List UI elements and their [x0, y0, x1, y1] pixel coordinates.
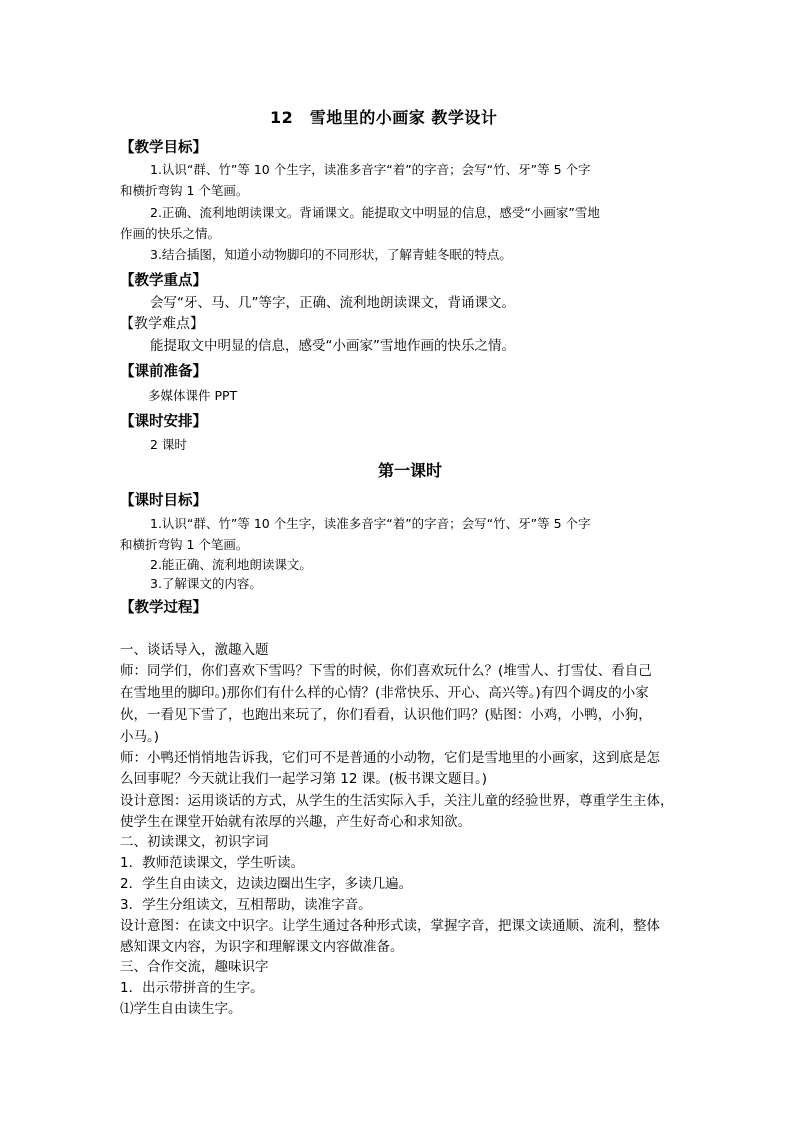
- goal-1-line-2: 和横折弯钩 1 个笔画。: [120, 183, 249, 198]
- design-intent-1-line-1: 设计意图：运用谈话的方式，从学生的生活实际入手，关注儿童的经验世界，尊重学生主体，: [120, 793, 674, 809]
- section-3-title: 三、合作交流，趣味识字: [120, 959, 269, 975]
- section-2-item-2: 2．学生自由读文，边读边圈出生字，多读几遍。: [120, 876, 413, 892]
- section-2-title: 二、初读课文，初识字词: [120, 834, 269, 850]
- key-points-text: 会写“牙、马、几”等字，正确、流利地朗读课文，背诵课文。: [150, 295, 515, 311]
- lesson-goal-2: 2.能正确、流利地朗读课文。: [150, 557, 312, 572]
- lesson-goal-1-line-1: 1.认识“群、竹”等 10 个生字，读准多音字“着”的字音；会写“竹、牙”等 5 个字: [150, 516, 591, 531]
- design-intent-2-line-1: 设计意图：在读文中识字。让学生通过各种形式读，掌握字音，把课文读通顺、流利，整体: [120, 918, 660, 934]
- document-title: 12 雪地里的小画家 教学设计: [270, 108, 498, 127]
- paragraph-1-line-3: 伙，一看见下雪了，也跑出来玩了，你们看看，认识他们吗？(贴图：小鸡，小鸭，小狗，: [120, 707, 652, 723]
- design-intent-1-line-2: 使学生在课堂开始就有浓厚的兴趣，产生好奇心和求知欲。: [120, 814, 471, 830]
- goal-1-line-1: 1.认识“群、竹”等 10 个生字，读准多音字“着”的字音；会写“竹、牙”等 5 个字: [150, 162, 591, 177]
- schedule-text: 2 课时: [150, 437, 187, 452]
- paragraph-1-line-4: 小马。): [120, 729, 160, 745]
- heading-key-points: 【教学重点】: [120, 273, 207, 289]
- heading-preparation: 【课前准备】: [120, 364, 207, 380]
- heading-schedule: 【课时安排】: [120, 414, 207, 430]
- section-3-item-1: 1．出示带拼音的生字。: [120, 980, 264, 996]
- lesson-goal-3: 3.了解课文的内容。: [150, 576, 262, 591]
- section-3-item-1a: ⑴学生自由读生字。: [120, 1001, 242, 1017]
- heading-lesson-goals: 【课时目标】: [120, 493, 207, 509]
- paragraph-2-line-1: 师：小鸭还悄悄地告诉我，它们可不是普通的小动物，它们是雪地里的小画家，这到底是怎: [120, 750, 660, 766]
- lesson-goal-1-line-2: 和横折弯钩 1 个笔画。: [120, 537, 249, 552]
- paragraph-1-line-2: 在雪地里的脚印。)那你们有什么样的心情？(非常快乐、开心、高兴等。)有四个调皮的小家: [120, 685, 649, 701]
- goal-2-line-1: 2.正确、流利地朗读课文。背诵课文。能提取文中明显的信息，感受“小画家”雪地: [150, 205, 600, 220]
- preparation-text: 多媒体课件 PPT: [148, 388, 238, 403]
- paragraph-2-line-2: 么回事呢？今天就让我们一起学习第 12 课。(板书课文题目。): [120, 771, 488, 787]
- heading-teaching-process: 【教学过程】: [120, 600, 207, 616]
- difficulties-text: 能提取文中明显的信息，感受“小画家”雪地作画的快乐之情。: [150, 338, 515, 354]
- section-1-title: 一、谈话导入，激趣入题: [120, 642, 269, 658]
- section-2-item-3: 3．学生分组读文，互相帮助，读准字音。: [120, 897, 372, 913]
- goal-3: 3.结合插图，知道小动物脚印的不同形状，了解青蛙冬眠的特点。: [150, 247, 512, 262]
- section-2-item-1: 1．教师范读课文，学生听读。: [120, 855, 305, 871]
- paragraph-1-line-1: 师：同学们，你们喜欢下雪吗？下雪的时候，你们喜欢玩什么？(堆雪人、打雪仗、看自己: [120, 663, 652, 679]
- design-intent-2-line-2: 感知课文内容，为识字和理解课文内容做准备。: [120, 939, 404, 955]
- goal-2-line-2: 作画的快乐之情。: [120, 226, 221, 241]
- lesson-1-title: 第一课时: [378, 461, 443, 480]
- heading-difficulties: 【教学难点】: [120, 316, 204, 332]
- heading-teaching-goals: 【教学目标】: [120, 140, 207, 156]
